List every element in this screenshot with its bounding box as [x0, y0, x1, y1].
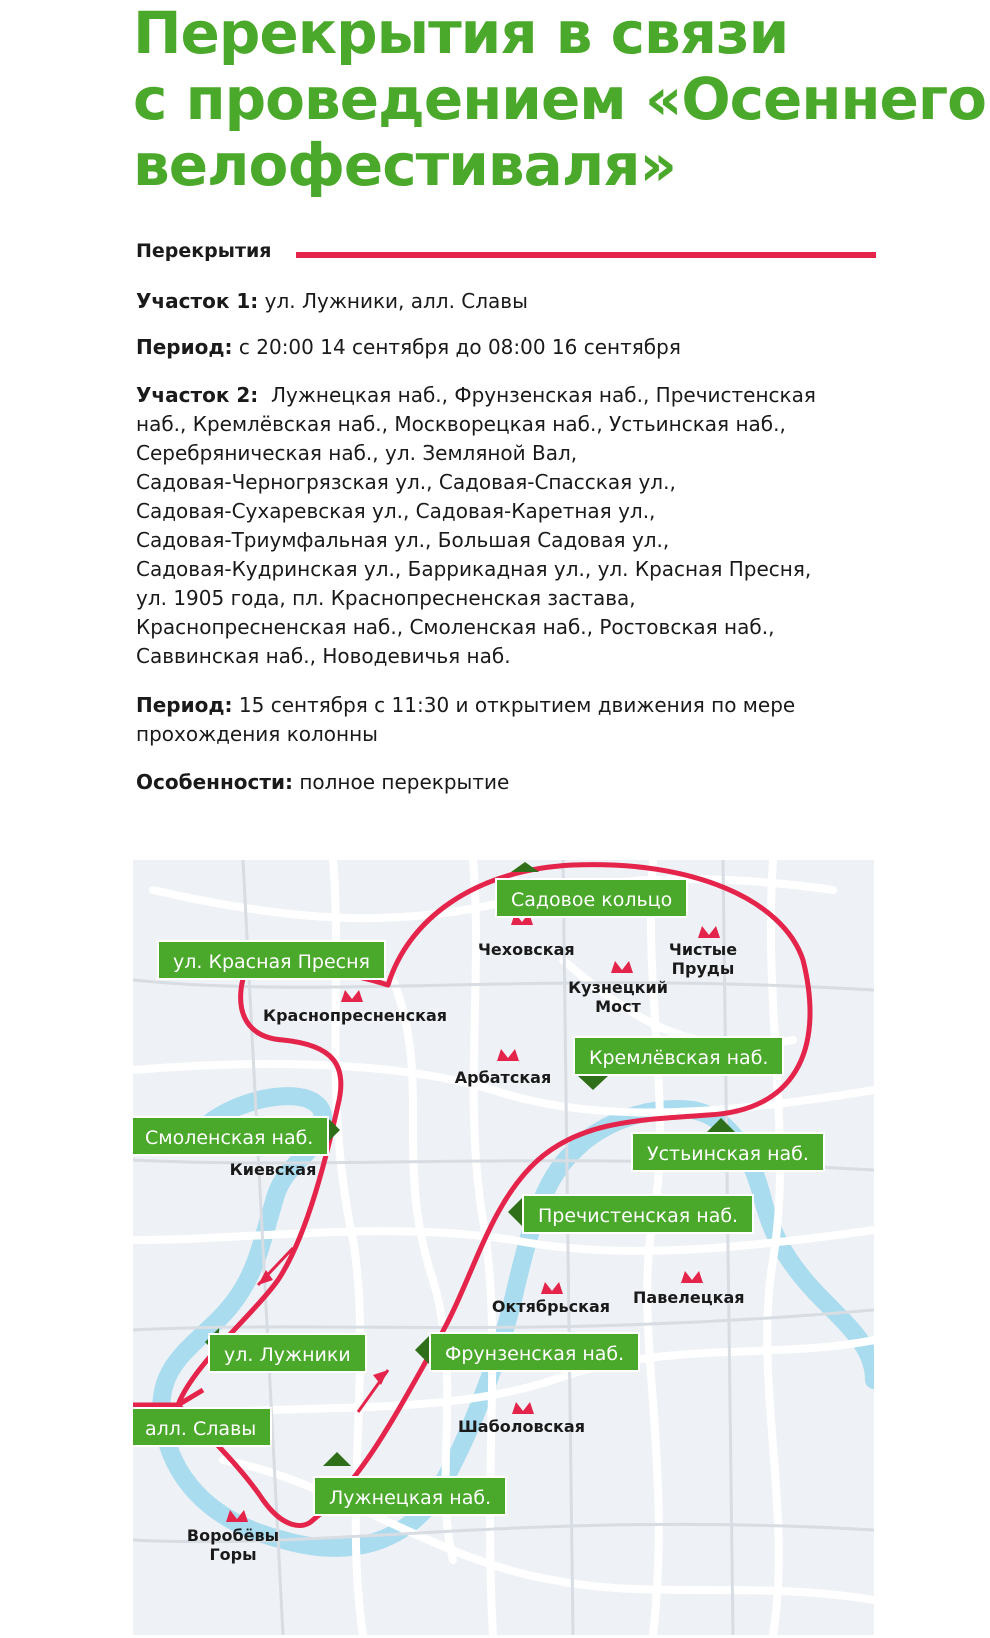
- page-title: [133, 0, 987, 199]
- metro-icon: [698, 926, 720, 938]
- features-paragraph: [136, 768, 876, 797]
- direction-arrow-up-head: [373, 1370, 388, 1385]
- route-map: [133, 860, 874, 1635]
- station-chistye-prudy-1: Чистые: [668, 940, 738, 959]
- tag-sadovoe-koltso: Садовое кольцо: [495, 878, 688, 918]
- station-chistye-prudy-2: Пруды: [671, 959, 735, 978]
- station-kievskaya: Киевская: [229, 1160, 317, 1179]
- tag-slavy: алл. Славы: [133, 1407, 272, 1447]
- section2-line: Садовая-Сухаревская ул., Садовая-Каретная ул.,: [136, 499, 656, 523]
- metro-icon: [541, 1282, 563, 1294]
- period2-line: прохождения колонны: [136, 722, 378, 746]
- section-rule: [296, 252, 876, 258]
- tag-prechistenskaya: Пречистенская наб.: [522, 1194, 754, 1234]
- section2-line: Садовая-Триумфальная ул., Большая Садовая ул.,: [136, 528, 670, 552]
- title-line-3: велофестиваля»: [133, 131, 676, 199]
- section2-line: Садовая-Кудринская ул., Баррикадная ул., ул. Красная Пресня,: [136, 557, 812, 581]
- tag-ustyinskaya: Устьинская наб.: [631, 1132, 825, 1172]
- period2-label: Период:: [136, 693, 233, 717]
- metro-icon: [341, 990, 363, 1002]
- section-label: Перекрытия: [136, 240, 272, 262]
- section2-label: Участок 2:: [136, 383, 259, 407]
- features-label: Особенности:: [136, 770, 293, 794]
- section2-line: Садовая-Черногрязская ул., Садовая-Спасская ул.,: [136, 470, 676, 494]
- features-text: полное перекрытие: [292, 770, 510, 794]
- station-kuznetsky-most-2: Мост: [595, 997, 641, 1016]
- section1-label: Участок 1:: [136, 289, 259, 313]
- title-line-2: с проведением «Осеннего: [133, 65, 987, 133]
- metro-icon: [611, 961, 633, 973]
- station-shabolovskaya: Шаболовская: [458, 1417, 585, 1436]
- station-chekhovskaya: Чеховская: [478, 940, 575, 959]
- section1-paragraph: [136, 287, 876, 316]
- metro-icon: [681, 1271, 703, 1283]
- tag-frunzenskaya: Фрунзенская наб.: [429, 1332, 640, 1372]
- station-arbatskaya: Арбатская: [454, 1068, 552, 1087]
- metro-icon: [512, 1402, 534, 1414]
- period2-paragraph: [136, 691, 876, 749]
- tag-luzhniki: ул. Лужники: [208, 1333, 367, 1373]
- section-header: [136, 240, 876, 270]
- station-kuznetsky-most-1: Кузнецкий: [568, 978, 668, 997]
- station-vorobyovy-gory: Воробёвы Горы: [186, 1526, 280, 1564]
- section2-line: Краснопресненская наб., Смоленская наб., Ростовская наб.,: [136, 615, 775, 639]
- period2-line: 15 сентября с 11:30 и открытием движения по мере: [232, 693, 796, 717]
- section2-line: Саввинская наб., Новодевичья наб.: [136, 644, 511, 668]
- title-line-1: Перекрытия в связи: [133, 0, 789, 67]
- station-paveletskaya: Павелецкая: [633, 1288, 745, 1307]
- tag-kremlevskaya: Кремлёвская наб.: [573, 1036, 784, 1076]
- section2-line: ул. 1905 года, пл. Краснопресненская застава,: [136, 586, 636, 610]
- station-oktyabrskaya: Октябрьская: [491, 1297, 611, 1316]
- section2-line: Серебряническая наб., ул. Земляной Вал,: [136, 441, 578, 465]
- tag-smolenskaya: Смоленская наб.: [133, 1116, 329, 1156]
- period1-paragraph: [136, 333, 876, 362]
- period1-text: с 20:00 14 сентября до 08:00 16 сентября: [232, 335, 681, 359]
- section2-line: наб., Кремлёвская наб., Москворецкая наб., Устьинская наб.,: [136, 412, 786, 436]
- tag-luzhnetskaya: Лужнецкая наб.: [313, 1476, 507, 1516]
- section1-text: ул. Лужники, алл. Славы: [258, 289, 528, 313]
- section2-line: Лужнецкая наб., Фрунзенская наб., Пречистенская: [258, 383, 816, 407]
- metro-icon: [497, 1049, 519, 1061]
- tag-krasnaya-presnya: ул. Красная Пресня: [157, 940, 386, 980]
- period1-label: Период:: [136, 335, 233, 359]
- section2-paragraph: [136, 381, 876, 671]
- station-krasnopresnenskaya: Краснопресненская: [263, 1006, 448, 1025]
